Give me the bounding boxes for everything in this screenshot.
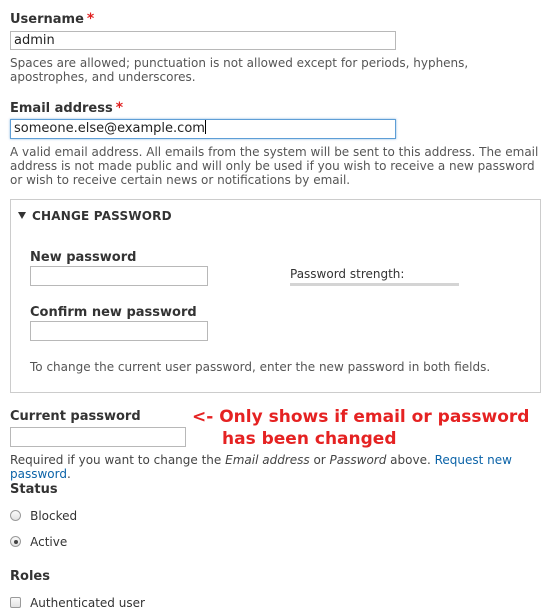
text-cursor	[205, 120, 206, 134]
change-password-fieldset	[10, 199, 541, 393]
email-required-marker: *	[115, 100, 124, 116]
email-label-text: Email address	[10, 101, 113, 116]
current-password-desc-suffix: above.	[386, 453, 435, 467]
username-required-marker: *	[86, 11, 95, 27]
role-option-authenticated-label: Authenticated user	[30, 596, 145, 610]
request-new-password-link[interactable]: Request new password	[10, 453, 512, 481]
status-option-blocked[interactable]	[10, 505, 77, 524]
email-label	[10, 100, 123, 117]
username-label-text: Username	[10, 12, 84, 27]
collapse-triangle-icon	[18, 212, 26, 219]
annotation-line-1: <- Only shows if email or password	[192, 407, 530, 427]
password-strength-label: Password strength:	[290, 267, 405, 281]
change-password-description: To change the current user password, enter the new password in both fields.	[30, 360, 491, 374]
radio-blocked[interactable]	[10, 510, 21, 521]
new-password-label: New password	[30, 250, 137, 265]
checkbox-authenticated[interactable]	[10, 597, 21, 608]
email-input[interactable]	[10, 119, 396, 139]
current-password-description	[10, 453, 545, 481]
status-option-active-label: Active	[30, 535, 68, 549]
current-password-input[interactable]	[10, 427, 186, 447]
role-option-authenticated[interactable]	[10, 592, 145, 611]
radio-active[interactable]	[10, 536, 21, 547]
password-strength-bar	[290, 283, 459, 286]
current-password-desc-end: .	[66, 467, 71, 481]
status-label: Status	[10, 482, 58, 497]
status-option-active[interactable]	[10, 531, 67, 550]
username-input[interactable]	[10, 31, 396, 50]
username-label	[10, 11, 94, 28]
current-password-desc-mid: or	[309, 453, 330, 467]
annotation-line-2: has been changed	[222, 429, 397, 449]
roles-label: Roles	[10, 569, 50, 584]
email-description: A valid email address. All emails from the system will be sent to this address. The email address is not made public and will only be used if you wish to receive a new password or wish to receive certain news or notifications by email.	[10, 145, 539, 187]
current-password-desc-password: Password	[329, 453, 387, 467]
current-password-desc-prefix: Required if you want to change the	[10, 453, 226, 467]
new-password-input[interactable]	[30, 266, 208, 286]
status-option-blocked-label: Blocked	[30, 509, 78, 523]
username-description: Spaces are allowed; punctuation is not allowed except for periods, hyphens, apostrophes, and underscores.	[10, 56, 469, 84]
confirm-password-label: Confirm new password	[30, 305, 197, 320]
confirm-password-input[interactable]	[30, 321, 208, 341]
change-password-legend: CHANGE PASSWORD	[32, 209, 172, 223]
email-input-value: someone.else@example.com	[14, 121, 205, 136]
current-password-label: Current password	[10, 409, 141, 424]
current-password-desc-email: Email address	[225, 453, 310, 467]
change-password-toggle[interactable]	[18, 209, 172, 223]
